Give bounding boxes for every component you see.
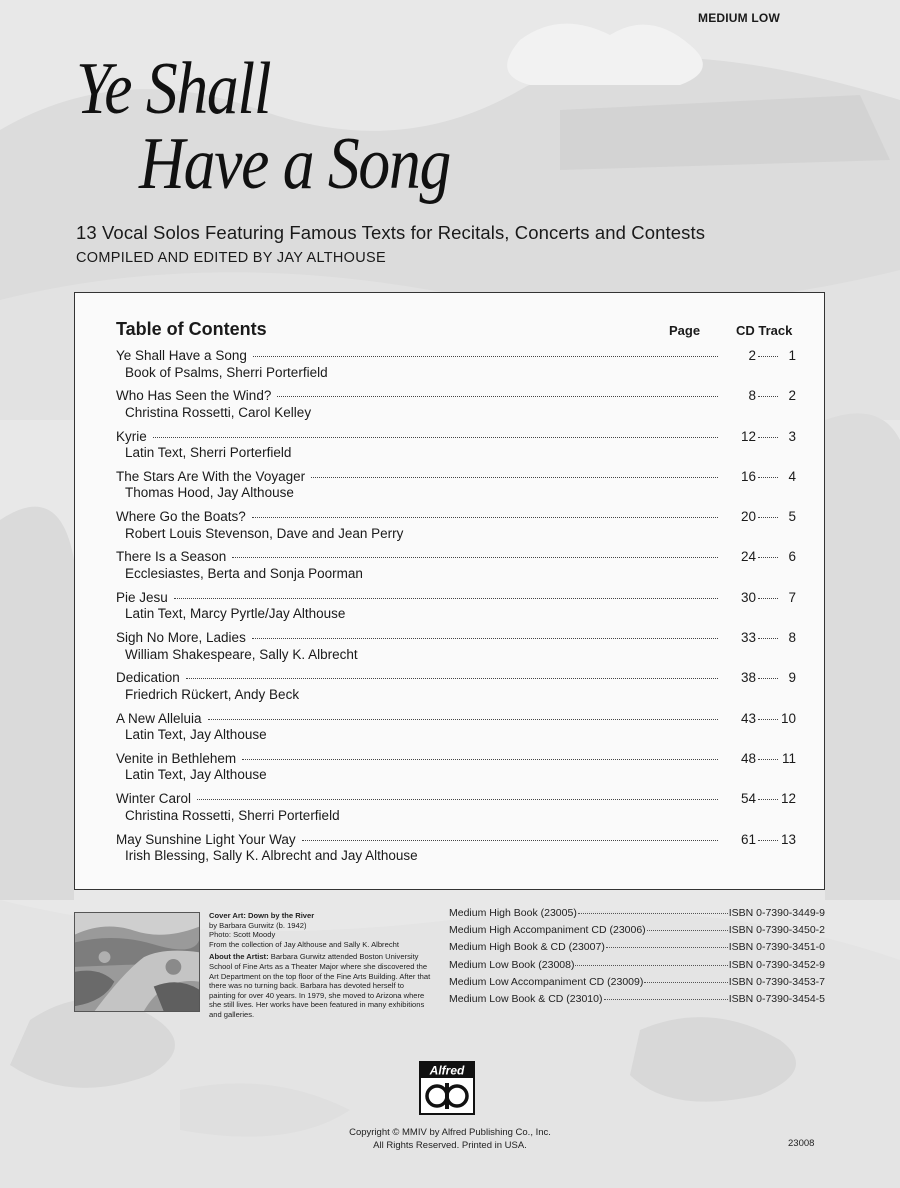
toc-entry-page: 30: [740, 589, 756, 605]
toc-entry: [116, 509, 796, 549]
leader-dots: [644, 982, 727, 983]
toc-entry-track: 13: [780, 831, 796, 847]
toc-entry-credit: Book of Psalms, Sherri Porterfield: [125, 364, 328, 380]
toc-entry-credit: Robert Louis Stevenson, Dave and Jean Perry: [125, 525, 404, 541]
leader-dots: [208, 719, 718, 720]
toc-entry-track: 11: [781, 750, 796, 766]
leader-dots: [758, 477, 778, 478]
leader-dots: [647, 930, 728, 931]
toc-entry: [116, 429, 796, 469]
svg-text:Alfred: Alfred: [429, 1063, 465, 1078]
edition-name: Medium Low Accompaniment CD (23009): [449, 975, 644, 988]
toc-entry-page: 24: [740, 549, 756, 565]
edition-isbn: ISBN 0-7390-3454-5: [728, 992, 825, 1005]
toc-entry-page: 48: [740, 750, 756, 766]
leader-dots: [758, 517, 778, 518]
edition-name: Medium High Accompaniment CD (23006): [449, 924, 646, 937]
edition-isbn: ISBN 0-7390-3450-2: [728, 924, 825, 937]
toc-entry-track: 12: [780, 791, 796, 807]
toc-entry: [116, 348, 796, 388]
copyright-line-2: All Rights Reserved. Printed in USA.: [373, 1139, 527, 1151]
leader-dots: [242, 759, 718, 760]
edition-name: Medium High Book & CD (23007): [449, 941, 605, 954]
toc-entry-track: 7: [788, 589, 796, 605]
leader-dots: [174, 598, 718, 599]
about-artist-label: About the Artist:: [209, 952, 269, 962]
toc-entry-title: There Is a Season: [116, 549, 227, 565]
leader-dots: [153, 437, 718, 438]
toc-entry-page: 38: [740, 670, 756, 686]
editor-credit: COMPILED AND EDITED BY JAY ALTHOUSE: [76, 250, 386, 266]
editions-list: [449, 907, 825, 1010]
cover-photo-credit: Photo: Scott Moody: [209, 930, 276, 940]
leader-dots: [277, 396, 718, 397]
toc-entry-credit: Irish Blessing, Sally K. Albrecht and Jay Althouse: [125, 848, 418, 864]
leader-dots: [604, 999, 728, 1000]
toc-entry-title: Who Has Seen the Wind?: [116, 388, 272, 404]
edition-row: [449, 941, 825, 958]
title-line-1: Ye Shall: [76, 48, 271, 130]
leader-dots: [311, 477, 718, 478]
toc-entry-title: Sigh No More, Ladies: [116, 630, 246, 646]
edition-isbn: ISBN 0-7390-3453-7: [728, 975, 825, 988]
toc-entry-title: Ye Shall Have a Song: [116, 348, 247, 363]
toc-entry-credit: Thomas Hood, Jay Althouse: [125, 485, 294, 501]
table-of-contents: [74, 292, 825, 890]
toc-entry-page: 12: [740, 428, 756, 444]
toc-entry-page: 16: [740, 468, 756, 484]
toc-entry-credit: Latin Text, Sherri Porterfield: [125, 445, 292, 461]
edition-isbn: ISBN 0-7390-3449-9: [728, 907, 825, 919]
edition-isbn: ISBN 0-7390-3451-0: [728, 941, 825, 954]
leader-dots: [575, 965, 727, 966]
leader-dots: [758, 840, 778, 841]
toc-entry-track: 1: [788, 348, 796, 363]
cover-art-label: Cover Art: Down by the River: [209, 911, 315, 920]
leader-dots: [252, 638, 718, 639]
about-artist-text: Barbara Gurwitz attended Boston University School of Fine Arts as a Theater Major where she discovered the Art Department on the top floor of the Fine Arts Building. After that there was no turning back. Barbara has devoted herself to painting for over 40 years. In 1979, she moved to Arizona where she still lives. Her works have been featured in many exhibitions and galleries.: [209, 952, 431, 1019]
toc-entry: [116, 711, 796, 751]
catalog-number: 23008: [788, 1138, 815, 1149]
edition-label: MEDIUM LOW: [698, 11, 780, 25]
alfred-logo: [419, 1061, 475, 1115]
toc-entry-page: 2: [748, 348, 756, 363]
edition-row: [449, 907, 825, 924]
toc-entry: [116, 469, 796, 509]
leader-dots: [758, 678, 778, 679]
toc-entry-title: Where Go the Boats?: [116, 509, 246, 525]
toc-entry: [116, 751, 796, 791]
toc-entry: [116, 549, 796, 589]
toc-entry-credit: Latin Text, Jay Althouse: [125, 767, 267, 783]
toc-entry: [116, 590, 796, 630]
toc-entry-title: May Sunshine Light Your Way: [116, 831, 296, 847]
leader-dots: [578, 913, 728, 914]
toc-entry-track: 9: [788, 670, 796, 686]
edition-name: Medium High Book (23005): [449, 907, 577, 919]
toc-entry-credit: Christina Rossetti, Carol Kelley: [125, 404, 312, 420]
toc-entry-title: A New Alleluia: [116, 710, 202, 726]
copyright: [300, 1127, 600, 1152]
leader-dots: [253, 356, 718, 357]
toc-entry-page: 61: [740, 831, 756, 847]
cover-art-thumbnail: [74, 912, 200, 1012]
toc-entry-page: 8: [748, 388, 756, 404]
toc-entry: [116, 670, 796, 710]
toc-entry-track: 8: [788, 630, 796, 646]
toc-entry-track: 10: [780, 710, 796, 726]
toc-entry-page: 33: [740, 630, 756, 646]
subtitle: 13 Vocal Solos Featuring Famous Texts for Recitals, Concerts and Contests: [76, 222, 706, 243]
leader-dots: [758, 356, 778, 357]
toc-entry-title: Winter Carol: [116, 791, 192, 807]
toc-entry-credit: Latin Text, Jay Althouse: [125, 727, 267, 743]
edition-row: [449, 976, 825, 993]
edition-row: [449, 993, 825, 1010]
leader-dots: [758, 396, 778, 397]
leader-dots: [758, 759, 778, 760]
toc-entry: [116, 630, 796, 670]
leader-dots: [302, 840, 718, 841]
edition-isbn: ISBN 0-7390-3452-9: [728, 958, 825, 971]
toc-entry-track: 4: [788, 468, 796, 484]
toc-entry-credit: Friedrich Rückert, Andy Beck: [125, 686, 300, 702]
toc-entry-track: 5: [788, 509, 796, 525]
toc-entry-title: Dedication: [116, 670, 180, 686]
toc-entry: [116, 388, 796, 428]
edition-row: [449, 924, 825, 941]
toc-entry-credit: William Shakespeare, Sally K. Albrecht: [125, 646, 358, 662]
toc-entry: [116, 791, 796, 831]
leader-dots: [232, 557, 718, 558]
edition-name: Medium Low Book (23008): [449, 958, 575, 971]
leader-dots: [606, 947, 728, 948]
toc-entry-page: 20: [740, 509, 756, 525]
toc-heading: Table of Contents: [116, 319, 267, 339]
toc-entry-track: 3: [788, 428, 796, 444]
edition-row: [449, 959, 825, 976]
cover-art-info: [209, 911, 431, 1020]
edition-name: Medium Low Book & CD (23010): [449, 992, 603, 1005]
leader-dots: [252, 517, 718, 518]
leader-dots: [758, 557, 778, 558]
toc-entry-title: Venite in Bethlehem: [116, 750, 237, 766]
leader-dots: [197, 799, 718, 800]
leader-dots: [758, 437, 778, 438]
leader-dots: [186, 678, 718, 679]
toc-list: [116, 348, 796, 872]
toc-entry-title: Kyrie: [116, 428, 147, 444]
page-column-header: Page: [669, 323, 701, 338]
toc-entry: [116, 832, 796, 872]
toc-entry-page: 54: [740, 791, 756, 807]
toc-entry-title: The Stars Are With the Voyager: [116, 468, 306, 484]
toc-entry-track: 2: [788, 388, 796, 404]
toc-entry-credit: Christina Rossetti, Sherri Porterfield: [125, 807, 340, 823]
leader-dots: [758, 598, 778, 599]
leader-dots: [758, 638, 778, 639]
leader-dots: [758, 799, 778, 800]
toc-entry-track: 6: [788, 549, 796, 565]
cover-artist: by Barbara Gurwitz (b. 1942): [209, 920, 307, 930]
toc-entry-page: 43: [740, 710, 756, 726]
leader-dots: [758, 719, 778, 720]
toc-entry-title: Pie Jesu: [116, 589, 168, 605]
track-column-header: CD Track: [736, 323, 793, 338]
toc-entry-credit: Ecclesiastes, Berta and Sonja Poorman: [125, 565, 363, 581]
copyright-line-1: Copyright © MMIV by Alfred Publishing Co., Inc.: [349, 1127, 551, 1138]
title-line-2: Have a Song: [139, 123, 451, 205]
cover-collection: From the collection of Jay Althouse and Sally K. Albrecht: [209, 939, 399, 949]
toc-entry-credit: Latin Text, Marcy Pyrtle/Jay Althouse: [125, 606, 346, 622]
